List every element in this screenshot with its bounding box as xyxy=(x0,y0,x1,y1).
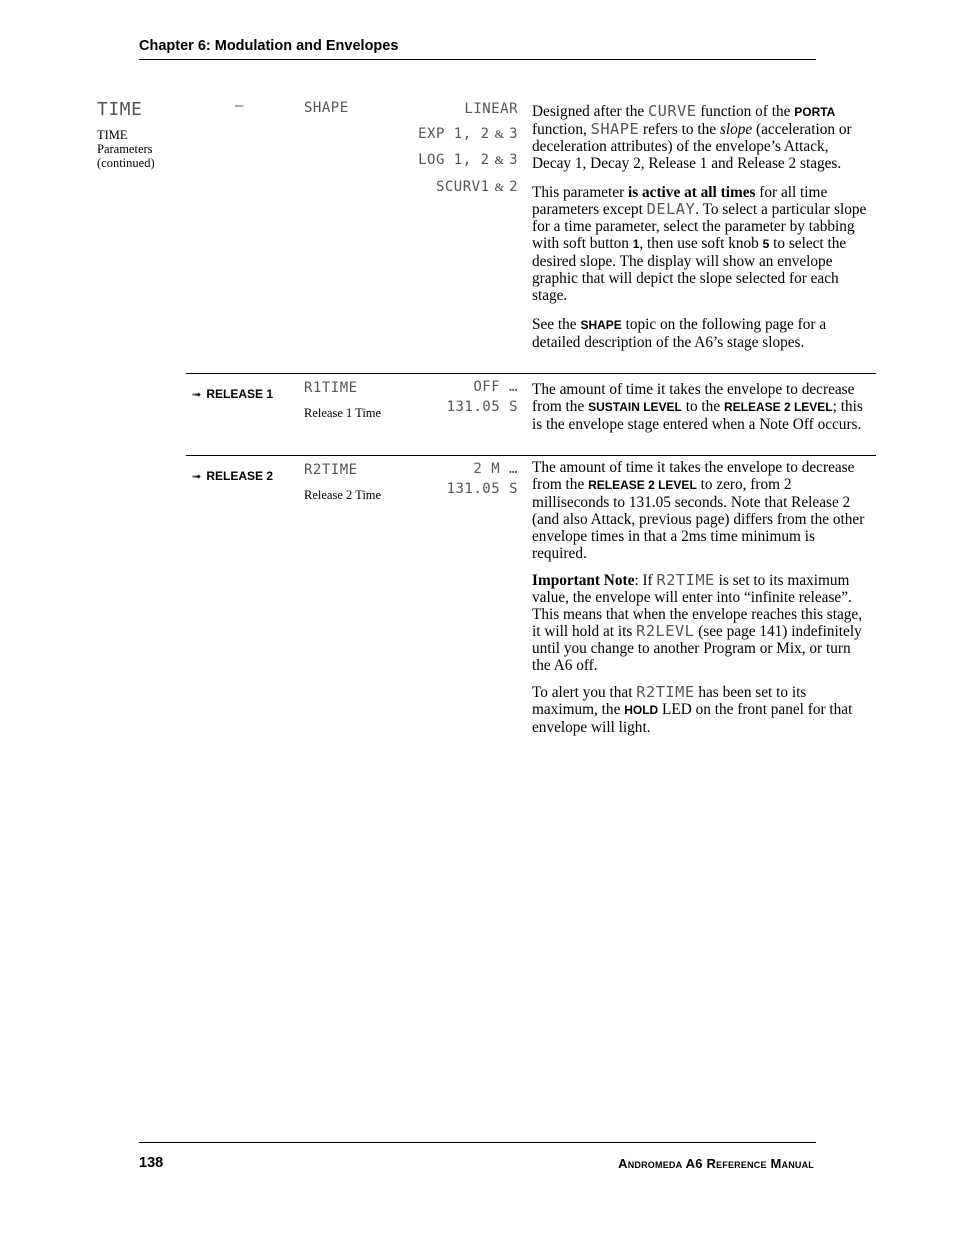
value-exp: EXP 1, 2 & 3 xyxy=(418,126,518,142)
shape-desc-p2: This parameter is active at all times for all time parameters except DELAY. To select a particular slope for a time parameter, select the parameter by tabbing with soft button 1, then use soft knob 5 to select the desired slope. The display will show an envelope graphic that will depict the slope selected for each stage. xyxy=(532,184,867,304)
arrow-icon: ➟ xyxy=(192,470,202,483)
release-2-lcd-param: R2TIME xyxy=(304,462,358,478)
value-log: LOG 1, 2 & 3 xyxy=(418,152,518,168)
manual-title: Andromeda A6 Reference Manual xyxy=(618,1156,814,1171)
row-shape-lcd-param: SHAPE xyxy=(304,100,349,116)
release-1-param-name: Release 1 Time xyxy=(304,406,382,420)
row-shape xyxy=(186,95,876,370)
row-release-1 xyxy=(186,374,876,454)
row-shape-values xyxy=(406,98,518,201)
section-sub-label: TIME Parameters (continued) xyxy=(97,128,155,170)
release-2-desc-p3: To alert you that R2TIME has been set to its maximum, the HOLD LED on the front panel for that envelope will light. xyxy=(532,683,853,736)
row-shape-description xyxy=(532,103,867,351)
row-shape-button: — xyxy=(235,98,244,114)
release-1-button: ➟ RELEASE 1 xyxy=(192,387,273,401)
row-release-2 xyxy=(186,456,876,746)
release-2-range-to: 131.05 S xyxy=(446,481,518,497)
release-2-description xyxy=(532,459,867,736)
section-lcd-title: TIME xyxy=(97,99,143,120)
shape-desc-p3: See the SHAPE topic on the following page for a detailed description of the A6’s stage slopes. xyxy=(532,316,827,351)
release-2-param-name: Release 2 Time xyxy=(304,488,382,502)
release-1-range-to: 131.05 S xyxy=(446,399,518,415)
value-scurv: SCURV1 & 2 xyxy=(435,179,518,195)
release-2-desc-p1: The amount of time it takes the envelope to decrease from the RELEASE 2 LEVEL to zero, from 2 milliseconds to 131.05 seconds. Note that Release 2 (and also Attack, previous page) differs from the other envelope times in that a 2ms time minimum is required. xyxy=(532,459,865,562)
header-rule xyxy=(139,59,816,60)
value-linear: LINEAR xyxy=(464,101,518,117)
arrow-icon: ➟ xyxy=(192,388,202,401)
release-1-range-from: OFF … xyxy=(473,379,518,395)
release-1-description: The amount of time it takes the envelope to decrease from the SUSTAIN LEVEL to the RELEASE 2 LEVEL; this is the envelope stage entered when a Note Off occurs. xyxy=(532,381,863,433)
release-2-button: ➟ RELEASE 2 xyxy=(192,469,273,483)
release-2-desc-p2: Important Note: If R2TIME is set to its maximum value, the envelope will enter into “infinite release”. This means that when the envelope reaches this stage, it will hold at its R2LEVL (see page 141) indefinitely until you change to another Program or Mix, or turn the A6 off. xyxy=(532,571,863,674)
release-2-range-from: 2 M … xyxy=(473,461,518,477)
release-1-lcd-param: R1TIME xyxy=(304,380,358,396)
shape-desc-p1: Designed after the CURVE function of the PORTA function, SHAPE refers to the slope (acceleration or deceleration attributes) of the envelope’s Attack, Decay 1, Decay 2, Release 1 and Release 2 stages. xyxy=(532,102,852,172)
footer-rule xyxy=(139,1142,816,1143)
page-number: 138 xyxy=(139,1155,164,1171)
chapter-title: Chapter 6: Modulation and Envelopes xyxy=(139,38,399,54)
